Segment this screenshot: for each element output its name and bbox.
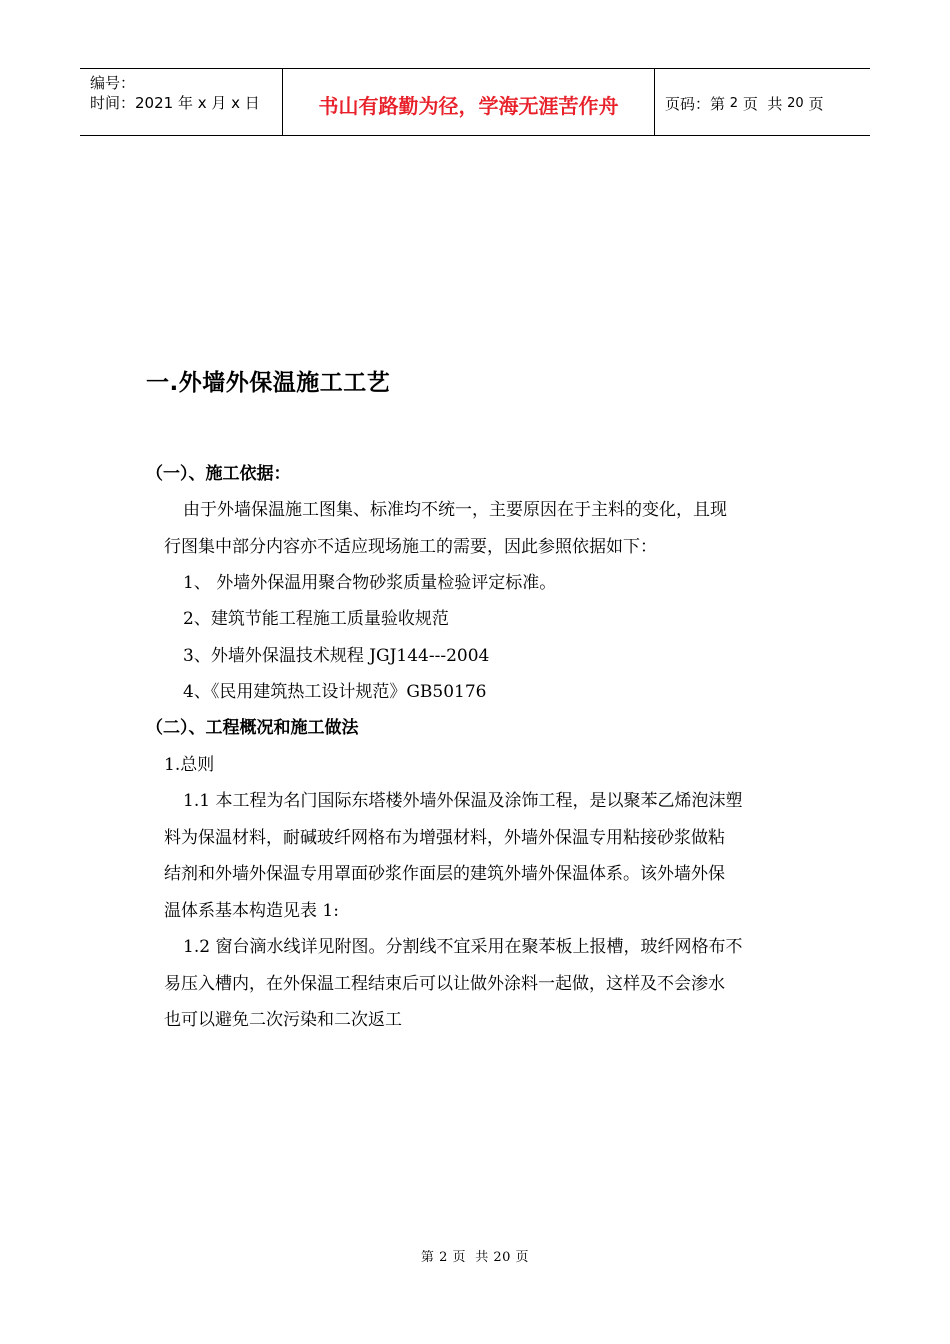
- paragraph-2-line-1: 1.2 窗台滴水线详见附图。分割线不宜采用在聚苯板上报槽，玻纤网格布不: [183, 937, 743, 957]
- paragraph-1-line-4: 温体系基本构造见表 1:: [164, 901, 339, 921]
- document-number-label: 编号：: [90, 74, 136, 92]
- section-1-heading: （一）、施工依据：: [146, 464, 291, 484]
- header-info-cell: [80, 69, 282, 135]
- document-time-label: 时间：2021 年 x 月 x 日: [90, 94, 260, 112]
- header-page-prefix: 页码：第: [665, 94, 730, 113]
- paragraph-2-line-3: 也可以避免二次污染和二次返工: [164, 1010, 402, 1030]
- header-page-cell: [655, 69, 870, 135]
- reference-item-4: 4、《民用建筑热工设计规范》GB50176: [183, 682, 487, 702]
- section-2-sub-heading: 1.总则: [164, 755, 215, 775]
- header-page-total: 20: [787, 95, 804, 111]
- document-title: 一.外墙外保温施工工艺: [146, 370, 391, 396]
- section-2-heading: （二）、工程概况和施工做法: [146, 718, 359, 738]
- reference-item-3: 3、外墙外保温技术规程 JGJ144---2004: [183, 646, 490, 666]
- section-1-intro-line-1: 由于外墙保温施工图集、标准均不统一，主要原因在于主料的变化，且现: [183, 500, 727, 520]
- page-header: [80, 68, 870, 136]
- paragraph-1-line-1: 1.1 本工程为名门国际东塔楼外墙外保温及涂饰工程，是以聚苯乙烯泡沫塑: [183, 791, 743, 811]
- header-motto-cell: [282, 69, 655, 135]
- reference-item-1: 1、 外墙外保温用聚合物砂浆质量检验评定标准。: [183, 573, 557, 593]
- header-page-suffix: 页: [803, 94, 824, 113]
- header-page-current: 2: [729, 95, 739, 111]
- page-footer: [0, 1246, 950, 1265]
- paragraph-1-line-3: 结剂和外墙外保温专用罩面砂浆作面层的建筑外墙外保温体系。该外墙外保: [164, 864, 725, 884]
- header-page-mid: 页 共: [738, 94, 788, 113]
- footer-page-total: 20: [493, 1250, 511, 1265]
- paragraph-1-line-2: 料为保温材料，耐碱玻纤网格布为增强材料，外墙外保温专用粘接砂浆做粘: [164, 828, 725, 848]
- footer-page-prefix: 第: [420, 1250, 440, 1265]
- footer-page-current: 2: [439, 1250, 448, 1265]
- header-motto: 书山有路勤为径，学海无涯苦作舟: [318, 93, 619, 118]
- footer-page-mid: 页 共: [447, 1250, 494, 1265]
- footer-page-suffix: 页: [510, 1250, 530, 1265]
- paragraph-2-line-2: 易压入槽内，在外保温工程结束后可以让做外涂料一起做，这样及不会渗水: [164, 974, 725, 994]
- reference-item-2: 2、建筑节能工程施工质量验收规范: [183, 609, 449, 629]
- section-1-intro-line-2: 行图集中部分内容亦不适应现场施工的需要，因此参照依据如下：: [164, 537, 657, 557]
